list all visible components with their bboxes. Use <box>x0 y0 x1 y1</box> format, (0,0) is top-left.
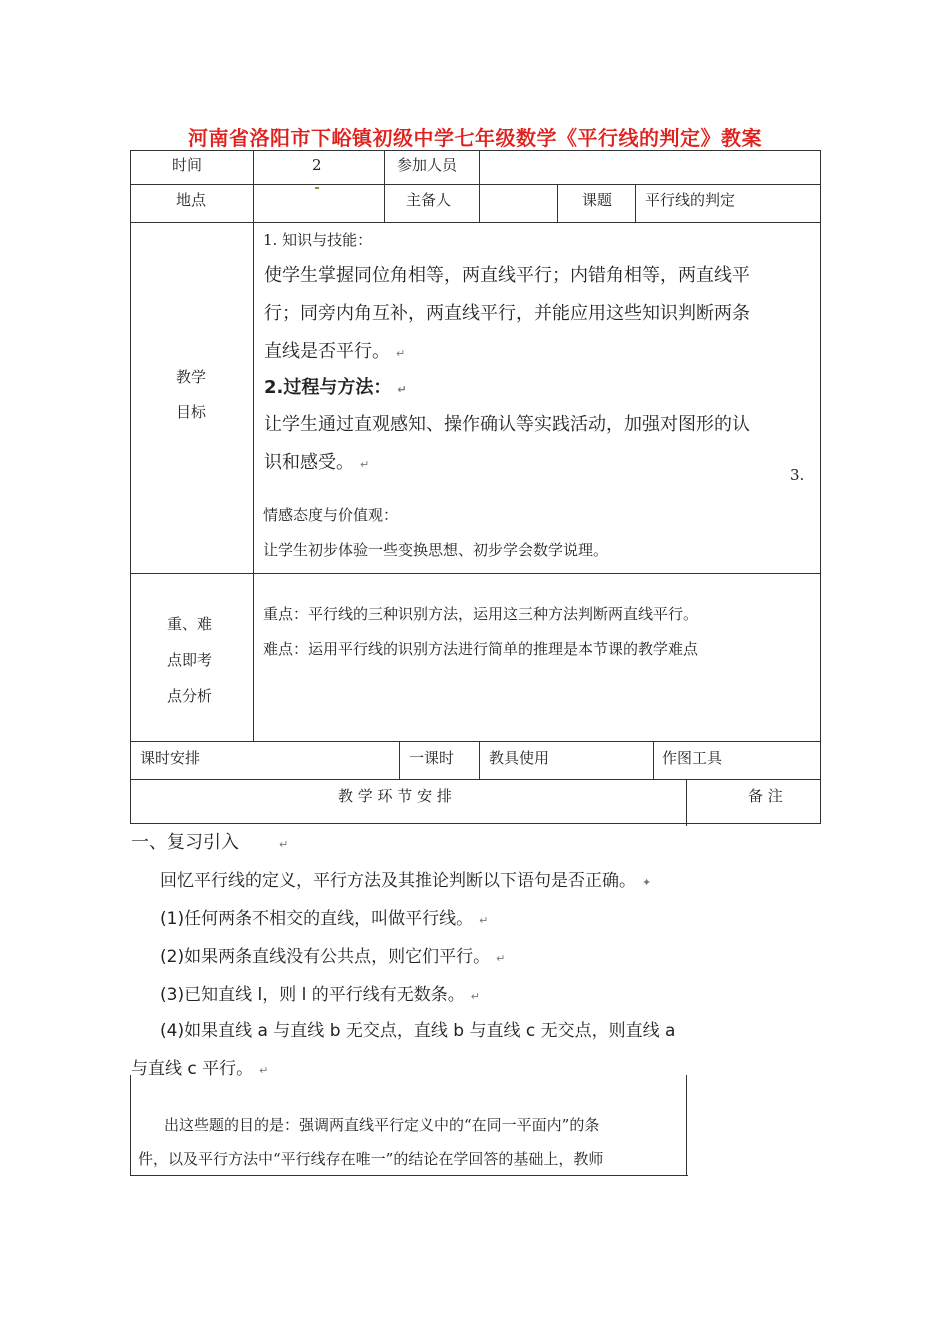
knowledge-line: 行；同旁内角互补，两直线平行，并能应用这些知识判断两条 <box>264 303 750 324</box>
purpose-box-right <box>686 1075 687 1175</box>
arrangement-header: 教 学 环 节 安 排 <box>338 787 452 805</box>
aids-label: 教具使用 <box>489 749 550 767</box>
location-label: 地点 <box>176 191 207 209</box>
review-item: (2)如果两条直线没有公共点，则它们平行。 ↵ <box>160 947 506 967</box>
time-value: 2 <box>312 156 322 174</box>
review-item: (4)如果直线 a 与直线 b 无交点，直线 b 与直线 c 无交点，则直线 a <box>160 1021 676 1041</box>
topic-value: 平行线的判定 <box>645 191 736 209</box>
knowledge-heading: 1. 知识与技能： <box>263 231 373 249</box>
col-divider <box>253 150 254 222</box>
col-divider <box>653 741 654 779</box>
attitude-text: 让学生初步体验一些变换思想、初步学会数学说理。 <box>263 541 609 559</box>
green-mark <box>315 187 319 189</box>
row-divider <box>130 184 820 185</box>
goals-label-line1: 教学 <box>176 368 207 386</box>
difficulty-point: 难点：运用平行线的识别方法进行简单的推理是本节课的教学难点 <box>263 640 699 658</box>
lead-label: 主备人 <box>406 191 452 209</box>
knowledge-line: 直线是否平行。 ↵ <box>264 341 406 362</box>
col-divider <box>253 222 254 741</box>
keypoints-label <box>167 606 212 714</box>
schedule-label: 课时安排 <box>140 749 201 767</box>
participants-label: 参加人员 <box>397 156 458 174</box>
col-divider <box>635 184 636 222</box>
knowledge-line: 使学生掌握同位角相等，两直线平行；内错角相等，两直线平 <box>264 265 750 286</box>
col-divider <box>399 741 400 779</box>
purpose-text <box>138 1108 678 1176</box>
purpose-line: 件，以及平行方法中“平行线存在唯一”的结论在学回答的基础上，教师 <box>138 1150 604 1168</box>
col-divider <box>384 150 385 222</box>
topic-label: 课题 <box>582 191 613 209</box>
review-item: (1)任何两条不相交的直线，叫做平行线。 ↵ <box>160 909 489 929</box>
process-text <box>264 406 804 484</box>
schedule-value: 一课时 <box>409 749 455 767</box>
keypoints-label-line: 点分析 <box>167 687 213 705</box>
goals-label-line2: 目标 <box>176 403 207 421</box>
attitude-number: 3. <box>790 466 805 484</box>
process-line: 识和感受。 ↵ <box>264 452 370 473</box>
process-heading: 2.过程与方法： ↵ <box>264 377 407 398</box>
purpose-box-left <box>130 1075 131 1175</box>
review-item: 与直线 c 平行。 ↵ <box>131 1059 269 1079</box>
aids-value: 作图工具 <box>662 749 723 767</box>
row-divider <box>130 779 820 780</box>
info-table <box>130 150 821 824</box>
col-divider <box>557 184 558 222</box>
keypoints-label-line: 点即考 <box>167 651 213 669</box>
row-divider <box>130 573 820 574</box>
row-divider <box>130 741 820 742</box>
time-label: 时间 <box>172 156 203 174</box>
key-point: 重点：平行线的三种识别方法，运用这三种方法判断两直线平行。 <box>263 605 699 623</box>
review-item: (3)已知直线 l，则 l 的平行线有无数条。 ↵ <box>160 985 480 1005</box>
attitude-heading: 情感态度与价值观： <box>263 506 399 524</box>
keypoints-label-line: 重、难 <box>167 615 213 633</box>
notes-header: 备 注 <box>748 787 783 805</box>
col-divider <box>479 150 480 222</box>
document-title: 河南省洛阳市下峪镇初级中学七年级数学《平行线的判定》教案 <box>188 126 762 150</box>
row-divider <box>130 222 820 223</box>
process-line: 让学生通过直观感知、操作确认等实践活动，加强对图形的认 <box>264 414 750 435</box>
review-heading: 一、复习引入 ↵ <box>131 832 289 853</box>
knowledge-text <box>264 257 804 373</box>
review-intro: 回忆平行线的定义，平行方法及其推论判断以下语句是否正确。 ✦ <box>160 871 652 891</box>
col-divider <box>686 779 687 826</box>
col-divider <box>479 741 480 779</box>
purpose-line: 出这些题的目的是：强调两直线平行定义中的“在同一平面内”的条 <box>164 1116 600 1134</box>
